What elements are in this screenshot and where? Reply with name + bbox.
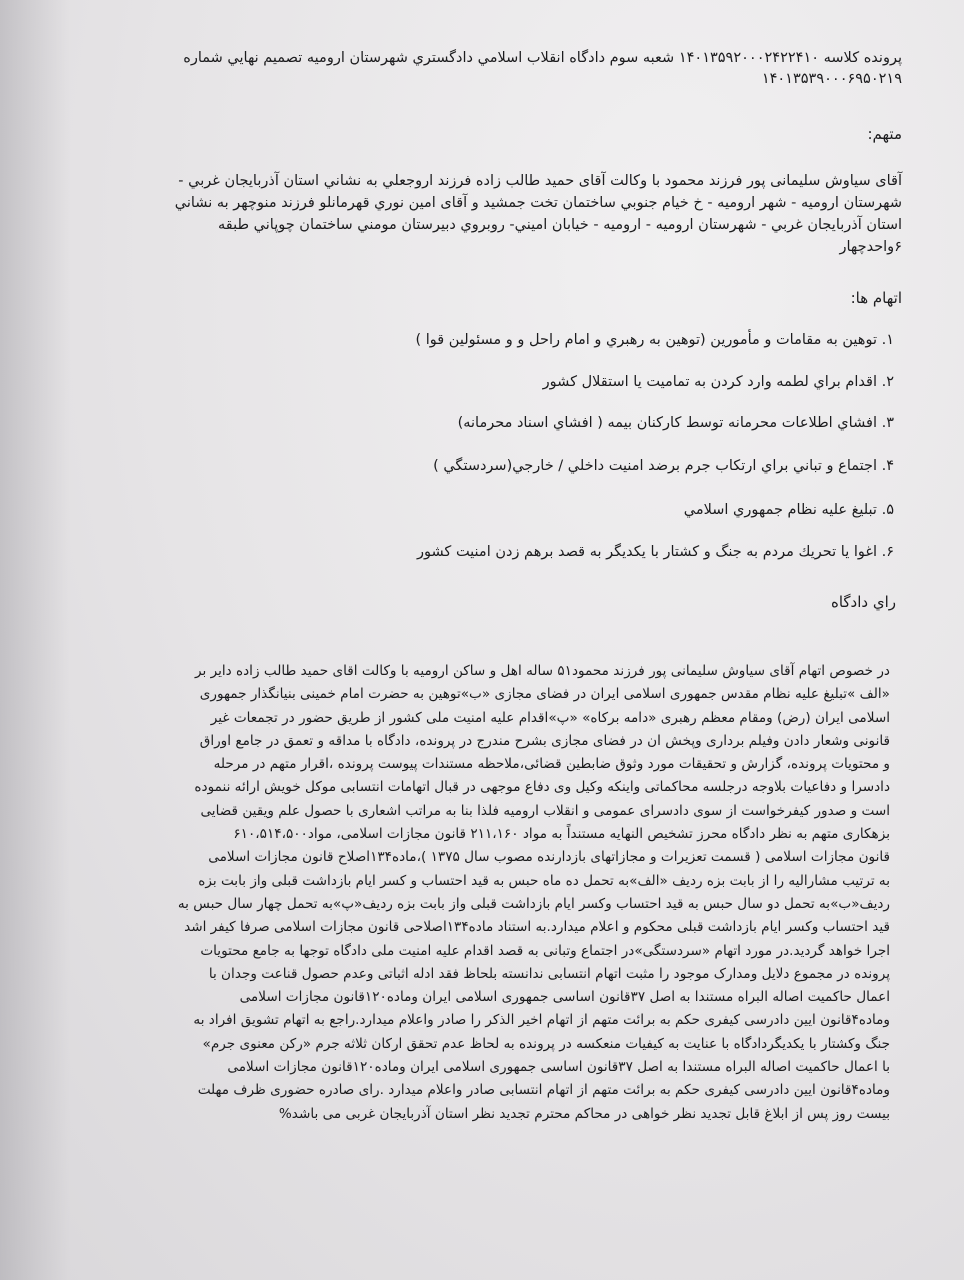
ruling-line: «الف »تبلیغ علیه نظام مقدس جمهوری اسلامی ایران در فضای مجازی «ب»توهین به حضرت امام خمینی بنیانگذار جمهوری — [199, 686, 890, 703]
accused-section — [132, 170, 902, 258]
ruling-line: بزهکاری متهم به نظر دادگاه محرز تشخیص النهایه مستنداً به مواد ۲۱۱،۱۶۰ قانون مجازات اسلامی، مواد۶۱۰،۵۱۴،۵۰۰ — [233, 826, 890, 843]
charges-label: اتهام ها: — [850, 289, 902, 307]
charge-item: ۵. تبليغ عليه نظام جمهوري اسلامي — [683, 502, 894, 518]
ruling-line: به ترتیب مشارالیه را از بابت بزه ردیف «الف»به تحمل ده ماه حبس به قید احتساب و کسر ایام بازداشت قبلی واز بابت بزه — [198, 872, 890, 889]
ruling-label: راي دادگاه — [830, 593, 896, 611]
charge-item: ۲. اقدام براي لطمه وارد كردن به تماميت يا استقلال كشور — [542, 374, 894, 390]
accused-label: متهم: — [867, 125, 902, 143]
ruling-line: جنگ وکشتار با یکدیگردادگاه با عنایت به کیفیات منعکسه در پرونده به لحاظ عدم تحقق ارکان ثلاثه جرم «رکن معنوی جرم» — [202, 1035, 890, 1052]
accused-line: شهرستان اروميه - شهر اروميه - خ خيام جنوبي ساختمان تخت جمشيد و آقای امين نوري قهرمانلو فرزند منوچهر به نشاني — [174, 195, 902, 211]
ruling-line: ردیف«ب»به تحمل دو سال حبس به قید احتساب وکسر ایام بازداشت قبلی واز بابت بزه ردیف«پ»به تحمل چهار سال حبس به — [177, 895, 890, 912]
ruling-line: قانونی وشعار دادن وفیلم برداری وپخش ان در فضای مجازی بشرح مندرج در پرونده، دادگاه با مداقه و تعمق در جامع اوراق — [199, 732, 890, 749]
ruling-line: اسلامی ایران (رض) ومقام معظم رهبری «دامه برکاه» «پ»اقدام علیه امنیت ملی کشور از طریق حضور در تجمعات غیر — [210, 709, 890, 726]
ruling-line: پرونده در مجموع دلایل ومدارک موجود را مثبت اتهام انتسابی ندانسته بلحاظ فقد ادله اثباتی وعدم حصول قناعت وجدان با — [208, 965, 890, 982]
ruling-line: اجرا خواهد گردید.در مورد اتهام «سردستگی»در اجتماع وتبانی به قصد اقدام علیه امنیت ملی دادگاه توجها به جامع محتویات — [200, 942, 890, 959]
accused-line: آقای سیاوش سلیمانی پور فرزند محمود با وكالت آقای حمید طالب زاده فرزند اروجعلي به نشاني استان آذربايجان غربي - — [178, 173, 902, 189]
ruling-line: قانون مجازات اسلامی ( قسمت تعزیرات و مجازاتهای بازدارنده مصوب سال ۱۳۷۵ )،ماده۱۳۴اصلاح قانون مجازات اسلامی — [208, 849, 890, 866]
ruling-line: و محتویات پرونده، گزارش و تحقیقات مورد وثوق ضابطین قضائی،ملاحظه مستندات پیوست پرونده ،اقرار متهم در مرحله — [213, 756, 890, 773]
ruling-line: بیست روز پس از ابلاغ قابل تجدید نظر خواهی در محاکم محترم تجدید نظر استان آذربایجان غربی می باشد% — [278, 1105, 890, 1122]
ruling-line: است و صدور کیفرخواست از سوی دادسرای عمومی و انقلاب ارومیه فلذا بنا به مراتب اشعاری با حصول علم ویقین قضایی — [200, 802, 890, 819]
case-header-number: ۱۴۰۱۳۵۳۹۰۰۰۶۹۵۰۲۱۹ — [761, 71, 902, 87]
ruling-line: دادسرا و دفاعیات بلاوجه درجلسه محاکماتی واینکه وکیل وی دفاع موجهی در قبال اتهامات انتسابی موکل خویش ارائه ننموده — [194, 779, 890, 796]
ruling-text — [70, 660, 890, 1126]
accused-line: ۶واحدچهار — [839, 239, 902, 255]
ruling-line: وماده۴قانون ایین دادرسی کیفری حکم به برائت متهم از اتهام اخیر الذکر را صادر واعلام میدارد.راجع به اتهام تشویق افراد به — [193, 1012, 890, 1029]
case-header-line: پرونده کلاسه ۱۴۰۱۳۵۹۲۰۰۰۲۴۲۲۴۱۰ شعبه سوم دادگاه انقلاب اسلامي دادگستري شهرستان اروميه تصميم نهايي شماره — [183, 50, 902, 66]
ruling-line: در خصوص اتهام آقای سیاوش سلیمانی پور فرزند محمود۵۱ ساله اهل و ساکن ارومیه با وکالت اقای حمید طالب زاده دایر بر — [194, 663, 890, 679]
ruling-line: اعمال حاکمیت اصاله البراه مستندا به اصل ۳۷قانون اساسی جمهوری اسلامی ایران وماده۱۲۰قانون مجازات اسلامی — [239, 989, 890, 1006]
ruling-line: وماده۴قانون ایین دادرسی کیفری حکم به برائت متهم از اتهام انتسابی صادر واعلام میدارد .رای صادره حضوری ظرف مهلت — [197, 1082, 890, 1099]
case-header — [132, 48, 902, 90]
charge-item: ۶. اغوا يا تحريك مردم به جنگ و كشتار با يكديگر به قصد برهم زدن امنيت كشور — [417, 544, 894, 560]
charge-item: ۴. اجتماع و تباني براي ارتكاب جرم برضد امنيت داخلي / خارجي(سردستگي ) — [433, 458, 894, 474]
page-shadow — [0, 0, 70, 1280]
charge-item: ۱. توهين به مقامات و مأمورين (توهين به رهبري و امام راحل و و مسئولين قوا ) — [415, 332, 894, 348]
charge-item: ۳. افشاي اطلاعات محرمانه توسط كاركنان بيمه ( افشاي اسناد محرمانه) — [457, 415, 894, 431]
ruling-line: با اعمال حاکمیت اصاله البراه مستندا به اصل ۳۷قانون اساسی جمهوری اسلامی ایران وماده۱۲۰قانون مجازات اسلامی — [227, 1059, 890, 1076]
ruling-line: قید احتساب وکسر ایام بازداشت قبلی محکوم و اعلام میدارد.به استناد ماده۱۳۴اصلاحی قانون مجازات اسلامی صرفا کیفر اشد — [184, 919, 890, 936]
accused-line: استان آذربايجان غربي - شهرستان اروميه - اروميه - خيابان اميني- روبروي دبيرستان مومني ساختمان چوپاني طبقه — [218, 217, 902, 233]
